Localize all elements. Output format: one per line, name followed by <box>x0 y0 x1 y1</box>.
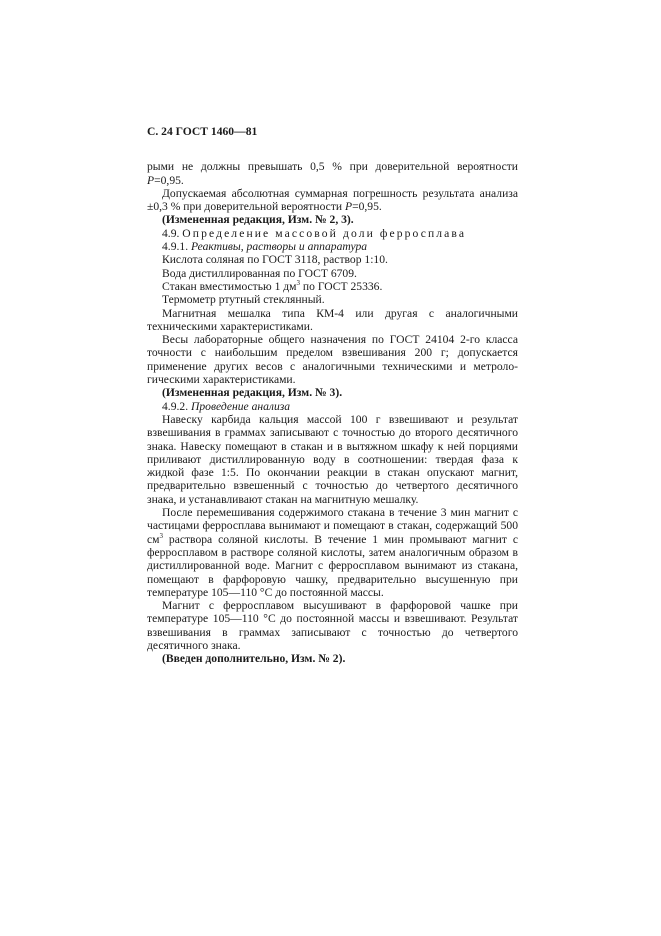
section-heading-4-9 <box>147 227 518 240</box>
text-fragment: Стакан вместимостью 1 дм <box>162 279 297 293</box>
list-item-water: Вода дистиллированная по ГОСТ 6709. <box>162 266 357 280</box>
list-item-beaker <box>147 280 518 293</box>
paragraph-procedure-3: Магнит с ферросплавом высушивают в фарфоровой чашке при температуре 105—110 °С до постоянной массы и взвешивают. Результат взвешивания в граммах записывают с точностью до четвертого десятичного знака. <box>147 599 518 652</box>
paragraph-procedure-1: Навеску карбида кальция массой 100 г взвешивают и результат взвешивания в граммах записывают с точностью до второго десятичного знака. Навеску помещают в стакан и в вытяжном шкафу к ней порциями приливают дистиллированную воду в соотношении: твердая фаза к жидкой фазе 1:5. По окончании реакции в стакан опускают магнит, предварительно взвешенный с точностью до четвертого десятичного знака, и устанавливают стакан на магнитную мешалку. <box>147 412 518 506</box>
text-fragment: Допускаемая абсолютная суммарная погрешность результата анализа ±0,3 % при доверительной вероятности <box>147 186 518 214</box>
paragraph-procedure-2 <box>147 506 518 599</box>
variable-p: P <box>344 200 353 214</box>
revision-note: (Измененная редакция, Изм. № 3). <box>162 386 343 400</box>
text-fragment: рыми не должны превышать 0,5 % при доверительной вероятности <box>147 160 518 174</box>
text-fragment: =0,95. <box>352 200 382 214</box>
revision-note: (Введен дополнительно, Изм. № 2). <box>162 652 346 666</box>
page-header: С. 24 ГОСТ 1460—81 <box>147 125 258 138</box>
paragraph-error-limit <box>147 187 518 214</box>
variable-p: P <box>147 173 155 187</box>
paragraph-continuation <box>147 160 518 187</box>
list-item-thermometer: Термометр ртутный стеклянный. <box>162 293 325 307</box>
document-page <box>147 125 518 666</box>
text-fragment: по ГОСТ 25336. <box>300 279 383 293</box>
superscript: 3 <box>159 531 163 540</box>
text-fragment: =0,95. <box>154 173 184 187</box>
list-item-stirrer: Магнитная мешалка типа КМ-4 или другая с аналогичными техническими характеристиками. <box>147 306 518 333</box>
list-item-acid: Кислота соляная по ГОСТ 3118, раствор 1:10. <box>162 253 388 267</box>
section-title: Определение массовой доли ферросплава <box>182 226 467 240</box>
superscript: 3 <box>296 279 301 288</box>
section-number: 4.9.2. <box>162 399 191 413</box>
section-number: 4.9. <box>162 226 183 240</box>
subsection-heading-4-9-1 <box>147 240 518 253</box>
list-item-scales: Весы лабораторные общего назначения по ГОСТ 24104 2-го класса точности с наибольшим пределом взвешивания 200 г; допускается применение других весов с аналогичными техническими и метрологическими характеристиками. <box>147 333 518 387</box>
revision-note: (Измененная редакция, Изм. № 2, 3). <box>162 213 354 227</box>
section-title: Проведение анализа <box>190 399 291 413</box>
subsection-heading-4-9-2 <box>147 400 518 413</box>
text-fragment: После перемешивания содержимого стакана в течение 3 мин магнит с частицами ферросплава вынимают и помещают в стакан, содержащий 500 см <box>147 506 518 546</box>
section-number: 4.9.1. <box>162 240 191 254</box>
section-title: Реактивы, растворы и аппаратура <box>190 240 368 254</box>
text-fragment: раствора соляной кислоты. В течение 1 мин промывают магнит с ферросплавом в растворе соляной кислоты, затем аналогичным образом в дистиллированной воде. Магнит с ферросплавом вынимают из стакана, помещают в фарфоровую чашку, предварительно высушенную при температуре 105—110 °С до постоянной массы. <box>147 532 518 599</box>
